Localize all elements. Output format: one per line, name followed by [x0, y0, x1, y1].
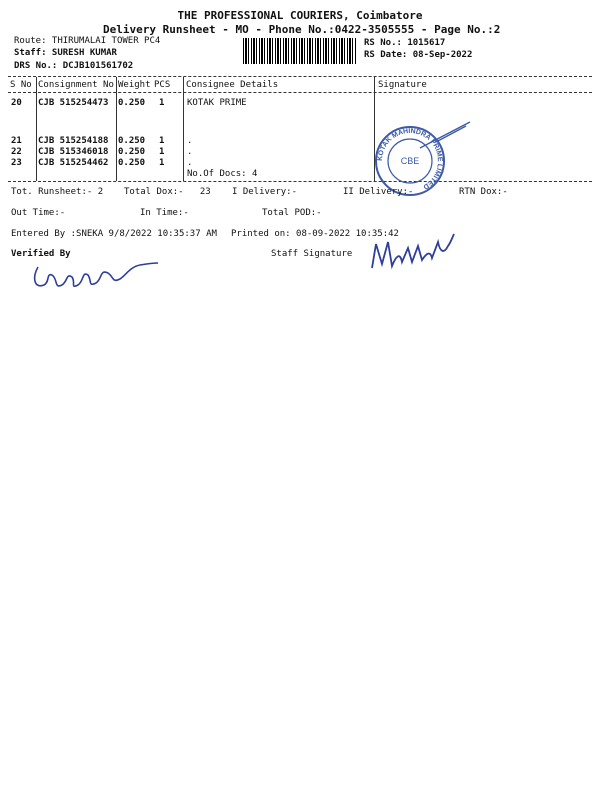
row-sno: 23	[11, 158, 22, 168]
table-top-rule	[8, 76, 592, 77]
staff-signature-label: Staff Signature	[271, 249, 353, 259]
row-pcs: 1	[159, 158, 165, 168]
runsheet-subtitle: Delivery Runsheet - MO - Phone No.:0422-3505555 - Page No.:2	[103, 23, 501, 36]
row-weight: 0.250	[118, 136, 146, 146]
row-sno: 22	[11, 147, 22, 157]
row-sno: 20	[11, 98, 22, 108]
col-divider	[36, 77, 37, 181]
row-details: .	[187, 136, 193, 146]
row-consignment: CJB 515346018	[38, 147, 109, 157]
rtn-dox: RTN Dox:-	[459, 187, 508, 197]
row-weight: 0.250	[118, 158, 146, 168]
i-delivery: I Delivery:-	[232, 187, 298, 197]
col-consignee: Consignee Details	[186, 80, 279, 90]
row-consignment: CJB 515254462	[38, 158, 109, 168]
row-details: KOTAK PRIME	[187, 98, 247, 108]
company-title: THE PROFESSIONAL COURIERS, Coimbatore	[177, 9, 423, 22]
in-time: In Time:-	[140, 208, 189, 218]
row-sno: 21	[11, 136, 22, 146]
out-time: Out Time:-	[11, 208, 66, 218]
col-pcs: PCS	[154, 80, 171, 90]
ii-delivery: II Delivery:-	[343, 187, 414, 197]
row-pcs: 1	[159, 98, 165, 108]
col-weight: Weight	[118, 80, 151, 90]
svg-text:CBE: CBE	[400, 156, 420, 166]
verifier-signature	[30, 255, 160, 295]
table-header-rule	[8, 92, 592, 93]
route-label: Route: THIRUMALAI TOWER PC4	[14, 36, 161, 46]
rs-number: RS No.: 1015617	[364, 38, 446, 48]
total-dox: Total Dox:- 23	[124, 187, 211, 197]
no-of-docs: No.Of Docs: 4	[187, 169, 258, 179]
row-details: .	[187, 158, 193, 168]
staff-label: Staff: SURESH KUMAR	[14, 48, 117, 58]
row-pcs: 1	[159, 136, 165, 146]
row-pcs: 1	[159, 147, 165, 157]
entered-by: Entered By :SNEKA 9/8/2022 10:35:37 AM	[11, 229, 217, 239]
row-weight: 0.250	[118, 147, 146, 157]
barcode	[243, 38, 357, 64]
row-details: .	[187, 147, 193, 157]
svg-text:KOTAK MAHINDRA PRIME LIMITED: KOTAK MAHINDRA PRIME LIMITED	[376, 127, 444, 191]
table-bottom-rule	[8, 181, 592, 182]
col-signature: Signature	[378, 80, 427, 90]
drs-number: DRS No.: DCJB101561702	[14, 61, 134, 71]
row-consignment: CJB 515254188	[38, 136, 109, 146]
row-weight: 0.250	[118, 98, 146, 108]
rs-date: RS Date: 08-Sep-2022	[364, 50, 473, 60]
tot-runsheet: Tot. Runsheet:- 2	[11, 187, 104, 197]
total-pod: Total POD:-	[262, 208, 322, 218]
col-sno: S No	[10, 80, 32, 90]
verified-by-label: Verified By	[11, 249, 71, 259]
staff-signature	[366, 228, 456, 274]
col-consignment: Consignment No	[38, 80, 114, 90]
row-consignment: CJB 515254473	[38, 98, 109, 108]
col-divider	[116, 77, 117, 181]
printed-on: Printed on: 08-09-2022 10:35:42	[231, 229, 399, 239]
col-divider	[183, 77, 184, 181]
